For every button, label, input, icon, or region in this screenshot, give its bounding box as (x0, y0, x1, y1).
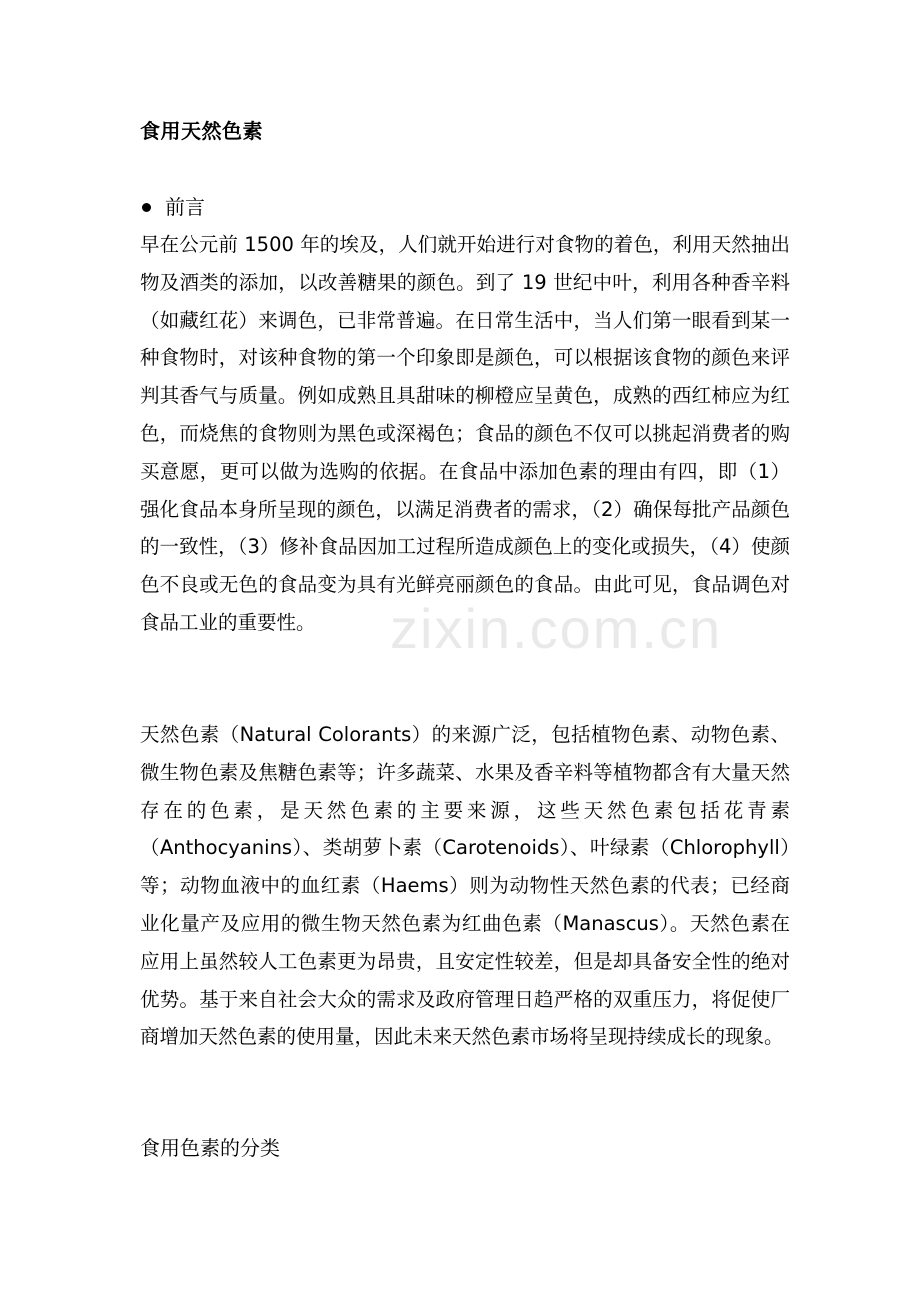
watermark: zixin.com.cn (390, 597, 723, 660)
bullet-dot-icon (142, 203, 151, 212)
section-heading: 食用色素的分类 (140, 1136, 280, 1160)
bullet-item-preface (140, 193, 205, 221)
bullet-label: 前言 (165, 195, 205, 219)
document-title: 食用天然色素 (140, 119, 263, 143)
paragraph-natural-colorants: 天然色素（Natural Colorants）的来源广泛，包括植物色素、动物色素、微生物色素及焦糖色素等；许多蔬菜、水果及香辛料等植物都含有大量天然存在的色素，是天然色素的主要来源，这些天然色素包括花青素（Anthocyanins）、类胡萝卜素（Carotenoids）、叶绿素（Chlorophyll）等；动物血液中的血红素（Haems）则为动物性天然色素的代表；已经商业化量产及应用的微生物天然色素为红曲色素（Manascus）。天然色素在应用上虽然较人工色素更为昂贵，且安定性较差，但是却具备安全性的绝对优势。基于来自社会大众的需求及政府管理日趋严格的双重压力，将促使厂商增加天然色素的使用量，因此未来天然色素市场将呈现持续成长的现象。 (140, 723, 790, 1049)
paragraph-history: 早在公元前 1500 年的埃及，人们就开始进行对食物的着色，利用天然抽出物及酒类的添加，以改善糖果的颜色。到了 19 世纪中叶，利用各种香辛料（如藏红花）来调色，已非常普遍。在日常生活中，当人们第一眼看到某一种食物时，对该种食物的第一个印象即是颜色，可以根据该食物的颜色来评判其香气与质量。例如成熟且具甜味的柳橙应呈黄色，成熟的西红柿应为红色，而烧焦的食物则为黑色或深褐色；食品的颜色不仅可以挑起消费者的购买意愿，更可以做为选购的依据。在食品中添加色素的理由有四，即（1）强化食品本身所呈现的颜色，以满足消费者的需求，（2）确保每批产品颜色的一致性，（3）修补食品因加工过程所造成颜色上的变化或损失，（4）使颜色不良或无色的食品变为具有光鲜亮丽颜色的食品。由此可见，食品调色对食品工业的重要性。 (140, 233, 790, 634)
